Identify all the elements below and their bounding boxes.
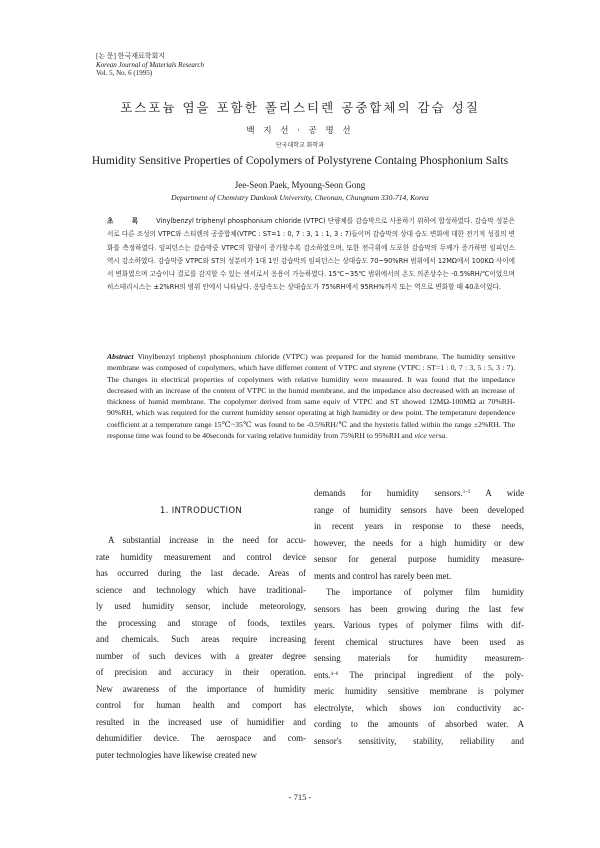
text-line: and chemicals. Such areas require increasing — [96, 634, 306, 644]
english-abstract — [107, 351, 515, 441]
text-line: ly used humidity sensor, include meteorology, — [96, 601, 306, 611]
text-line: puter technologies have likewise created new — [96, 749, 257, 760]
korean-affiliation: 단국대학교 화학과 — [275, 142, 325, 149]
text-line: cording to the amounts of absorbed water. A — [314, 719, 524, 729]
korean-authors: 백 지 선 · 공 명 선 — [246, 126, 354, 136]
text-line: rate humidity measurement and control device — [96, 551, 306, 562]
text-line: control for human health and comport has — [96, 700, 306, 710]
english-affiliation: Department of Chemistry Dankook University, Cheonan, Chungnam 330-714, Korea — [171, 193, 429, 202]
right-column-line: demands for humidity sensors.$^{1\sim 3}$ A wide — [314, 488, 524, 498]
text-line: New awareness of the importance of humidity — [96, 683, 306, 694]
text-line: science and technology which have traditional- — [96, 584, 306, 595]
korean-abstract-label: 초 록 — [107, 217, 147, 225]
text-line: electrolyte, which shows ion conductivity ac- — [314, 702, 524, 713]
english-abstract-text: Vinylbenzyl triphenyl phosphonium chloride (VTPC) was prepared for the humid membrane. The humidity sensitive membrane was composed of copolymers, which have differnet content of VTPC and styrene (VTPC : ST=1 : 0, 7 : 3, 5 : 5, 3 : 7). The changes in electrical properties of copolymers with relative humidity were measured. It was found that the impedance decreased with an increase of the content of VTPC in the humid membrane, and the impedance also decreased with an increase of thickness of humid membrane. The copolymer derived from same equiv of VTPC and ST showed 12MΩ-100MΩ at 70%RH-90%RH, which was required for the current humidity sensor operating at high humidity or dew point. The temperature dependence coefficient at a temperature range 15℃~35℃ was found to be -0.5%RH/℃ and the hysteris falled within the range ±2%RH. The response time was found to be 40seconds for varing relative humidity from 75%RH to 95%RH and — [107, 352, 515, 441]
text-line: dehumidifier device. The aerospace and com- — [96, 733, 306, 743]
korean-title: 포스포늄 염을 포함한 폴리스티렌 공중합체의 감습 성질 — [120, 100, 480, 115]
text-line: A substantial increase in the need for accu- — [108, 535, 306, 545]
text-line: ferent chemical structures have been used as — [314, 636, 524, 647]
right-column — [314, 485, 524, 749]
right-column-line: ents.$^{4\sim 6}$ The principal ingredient of the poly- — [314, 669, 524, 680]
text-line: in recent years in response to these needs, — [314, 521, 524, 531]
text-line: sensors has been growing during the last few — [314, 603, 524, 614]
journal-header-line2: Korean Journal of Materials Research — [96, 60, 204, 69]
korean-abstract-text: Vinylbenzyl triphenyl phosphonium chloride (VTPC) 단량체를 감습막으로 사용하기 위하여 합성하였다. 감습막 성분은 서로 다른 조성의 VTPC와 스티렌의 공중합체(VTPC : ST=1 : 0, 7 : 3, 1 : 1, 3 : 7)들이며 감습막의 상대 습도 변화에 대한 전기적 성질의 변화를 측정하였다. 임피던스는 감습막중 VTPC의 함량이 증가할수록 감소하였으며, 또한 전극위에 도포한 감습막의 두께가 증가하면 임피던스 역시 감소하였다. 감습막중 VTPC와 ST의 성분비가 1대 1인 감습막의 임피던스는 상대습도 70~90%RH 범위에서 12MΩ에서 100KΩ 사이에서 변화였으며 고습이나 결로를 감지할 수 있는 센서로서 응용이 가능하였다. 15℃~35℃ 범위에서의 온도 의존상수는 -0.5%RH/℃이었으며 히스테리시스는 ±2%RH의 범위 안에서 나타났다. 응답속도는 상대습도가 75%RH에서 95RH%까지 또는 역으로 변화할 때 40초이었다. — [107, 217, 515, 292]
text-line: range of humidity sensors have been developed — [314, 504, 524, 515]
english-abstract-label: Abstract — [107, 352, 134, 361]
text-line: the processing and storage of foods, textiles — [96, 617, 306, 628]
english-abstract-tail: vice versa. — [414, 431, 448, 441]
english-title: Humidity Sensitive Properties of Copolymers of Polystyrene Containg Phosphonium Salts — [91, 155, 509, 167]
right-column-block-a — [314, 502, 524, 667]
journal-header-line1: [논 문] 한국재료학회지 — [96, 52, 166, 60]
korean-abstract — [107, 215, 515, 295]
left-column — [96, 532, 306, 763]
text-line: has occurred during the last decade. Areas of — [96, 568, 306, 578]
section-heading: 1. INTRODUCTION — [159, 506, 243, 516]
text-line: of precision and accuracy in their operation. — [96, 667, 306, 677]
text-line: sensor's sensitivity, stability, reliability and — [314, 735, 524, 746]
text-line: years. Various types of polymer films with dif- — [314, 620, 524, 630]
journal-header-line3: Vol. 5, No. 6 (1995) — [96, 69, 153, 77]
text-line: however, the needs for a high humidity or dew — [314, 537, 524, 548]
page-number: - 715 - — [288, 792, 312, 802]
right-column-block-b — [314, 683, 524, 749]
text-line: meric humidity sensitive membrane is polymer — [314, 686, 524, 696]
text-line: ments and control has rarely been met. — [314, 570, 452, 581]
english-authors: Jee-Seon Paek, Myoung-Seon Gong — [234, 180, 366, 190]
journal-header — [96, 52, 204, 78]
text-line: The importance of polymer film humidity — [326, 587, 524, 597]
text-line: number of such devices with a greater degree — [96, 650, 306, 661]
text-line: resulted in the increased use of humidifier and — [96, 716, 306, 727]
text-line: sensor for general purpose humidity measure- — [314, 554, 524, 564]
text-line: sensing materials for humidity measurem- — [314, 653, 524, 663]
